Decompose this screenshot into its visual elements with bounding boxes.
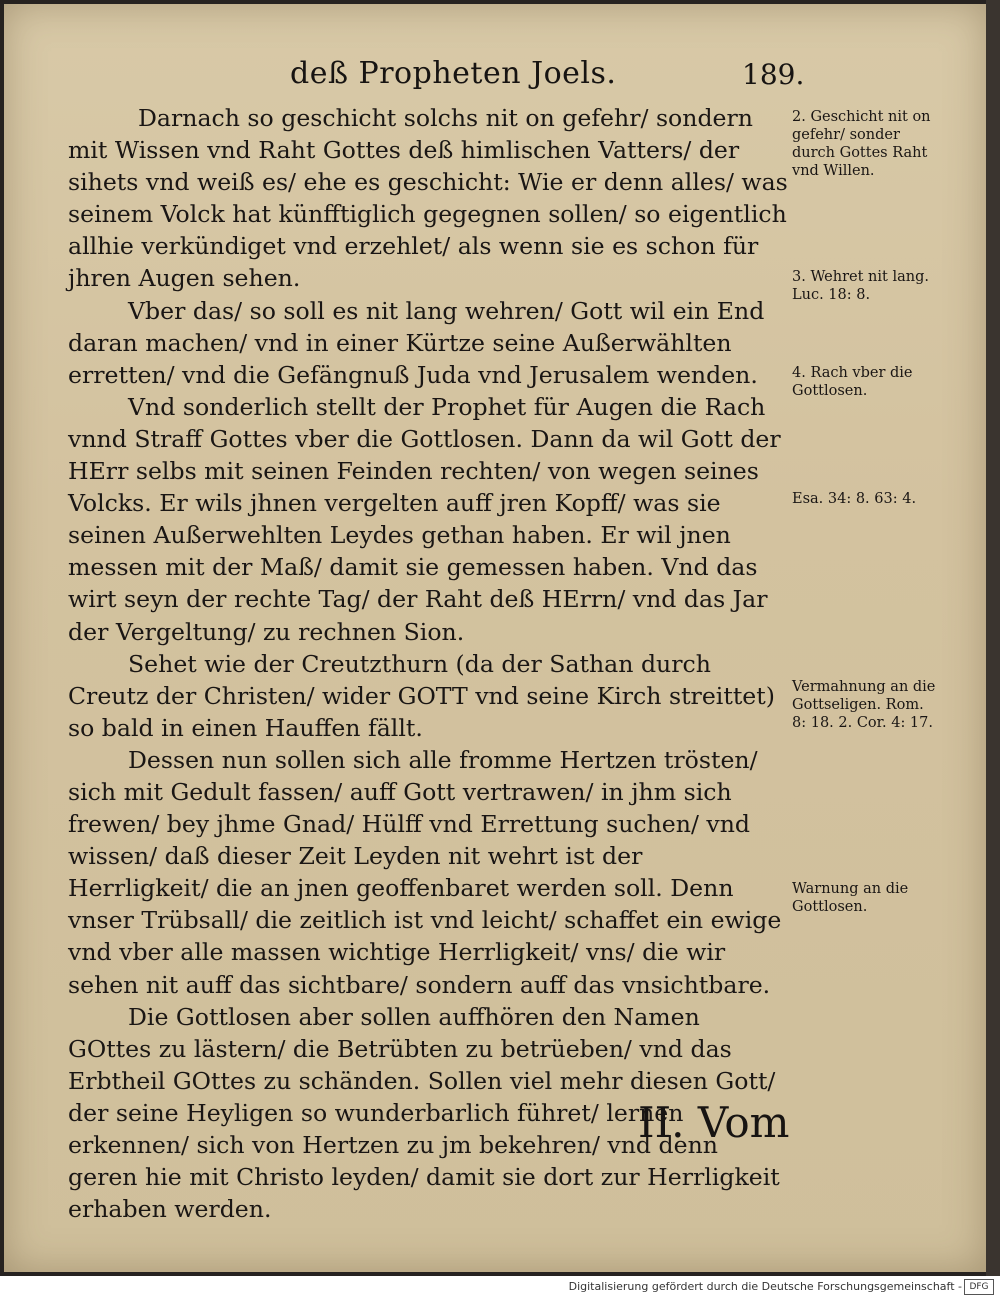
paragraph: Darnach so geschicht solchs nit on gefehr/ sondern mit Wissen vnd Raht Gottes deß himlischen Vatters/ der sihets vnd weiß es/ ehe es geschicht: Wie er denn alles/ was seinem Volck hat künfftiglich gegegnen sollen/ so eigentlich allhie verkündiget vnd erzehlet/ als wenn sie es schon für jhren Augen sehen. (68, 104, 788, 293)
margin-note: 3. Wehret nit lang. Luc. 18: 8. (792, 269, 929, 303)
paragraph: Vber das/ so soll es nit lang wehren/ Gott wil ein End daran machen/ vnd in einer Kürtze seine Außerwählten erretten/ vnd die Gefängnuß Juda vnd Jerusalem wenden. (68, 296, 765, 389)
scan-edge (986, 0, 1000, 1276)
margin-note: Vermahnung an die Gottseligen. Rom. 8: 18. 2. Cor. 4: 17. (792, 679, 936, 731)
page-number: 189. (742, 58, 805, 91)
dfg-logo: DFG (964, 1279, 994, 1295)
paragraph: Vnd sonderlich stellt der Prophet für Augen die Rach vnnd Straff Gottes vber die Gottlosen. Dann da wil Gott der HErr selbs mit seinen Feinden rechten/ von wegen seines Volcks. Er wils jhnen vergelten auff jren Kopff/ was sie seinen Außerwehlten Leydes gethan haben. Er wil jnen messen mit der Maß/ damit sie gemessen haben. Vnd das wirt seyn der rechte Tag/ der Raht deß HErrn/ vnd das Jar der Vergeltung/ zu rechnen Sion. (68, 392, 781, 646)
margin-note: 2. Geschicht nit on gefehr/ sonder durch Gottes Raht vnd Willen. (792, 109, 931, 179)
main-text (68, 102, 790, 1225)
margin-note: Warnung an die Gottlosen. (792, 881, 909, 915)
margin-note: Esa. 34: 8. 63: 4. (792, 491, 917, 507)
paragraph: Sehet wie der Creutzthurn (da der Sathan durch Creutz der Christen/ wider GOTT vnd seine Kirch streittet) so bald in einen Hauffen fällt. (68, 649, 775, 742)
running-title: deß Propheten Joels. (290, 56, 617, 91)
paragraph: Dessen nun sollen sich alle fromme Hertzen trösten/ sich mit Gedult fassen/ auff Gott vertrawen/ in jhm sich frewen/ bey jhme Gnad/ Hülff vnd Errettung suchen/ vnd wissen/ daß dieser Zeit Leyden nit wehrt ist der Herrligkeit/ die an jnen geoffenbaret werden soll. Denn vnser Trübsall/ die zeitlich ist vnd leicht/ schaffet ein ewige vnd vber alle massen wichtige Herrligkeit/ vns/ die wir sehen nit auff das sichtbare/ sondern auff das vnsichtbare. (68, 745, 782, 999)
margin-note: 4. Rach vber die Gottlosen. (792, 365, 913, 399)
paragraph: Die Gottlosen aber sollen auffhören den Namen GOttes zu lästern/ die Betrübten zu betrüeben/ vnd das Erbtheil GOttes zu schänden. Sollen viel mehr diesen Gott/ der seine Heyligen so wunderbarlich führet/ lernen erkennen/ sich von Hertzen zu jm bekehren/ vnd denn geren hie mit Christo leyden/ damit sie dort zur Herrligkeit erhaben werden. (68, 1002, 780, 1224)
funding-credit: Digitalisierung gefördert durch die Deutsche Forschungsgemeinschaft - (568, 1280, 962, 1293)
catchword: II. Vom (638, 1098, 790, 1147)
footer-bar (0, 1276, 1000, 1297)
